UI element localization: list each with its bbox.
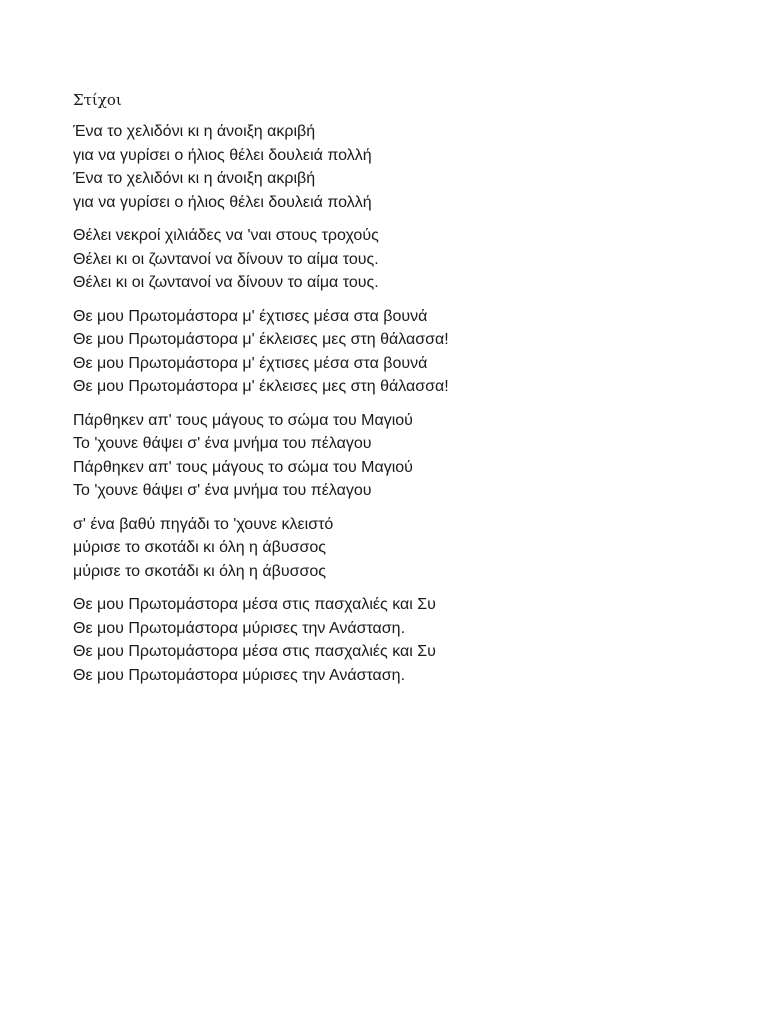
stanza [73,593,753,687]
lyric-line: Θε μου Πρωτομάστορα μ' έκλεισες μες στη θάλασσα! [73,331,449,348]
lyric-line: Πάρθηκεν απ' τους μάγους το σώμα του Μαγιού [73,458,413,476]
lyrics-heading: Στίχοι [73,91,122,109]
lyric-line: Θέλει κι οι ζωντανοί να δίνουν το αίμα τους. [73,274,379,291]
lyric-line: για να γυρίσει ο ήλιος θέλει δουλειά πολλή [73,193,372,211]
lyric-line: Το 'χουνε θάψει σ' ένα μνήμα του πέλαγου [73,482,372,499]
lyric-line: μύρισε το σκοτάδι κι όλη η άβυσσος [73,562,326,580]
stanza [73,513,753,584]
lyric-line: Θε μου Πρωτομάστορα μύρισες την Ανάσταση. [73,619,406,637]
lyric-line: Ένα το χελιδόνι κι η άνοιξη ακριβή [73,170,316,187]
lyric-line: Θε μου Πρωτομάστορα μέσα στις πασχαλιές και Συ [73,596,436,613]
stanza [73,409,753,503]
stanza [73,120,753,214]
lyric-line: Θε μου Πρωτομάστορα μ' έχτισες μέσα στα βουνά [73,307,428,325]
lyric-line: Θε μου Πρωτομάστορα μέσα στις πασχαλιές και Συ [73,643,436,660]
lyrics-body [73,120,753,697]
lyric-line: Θε μου Πρωτομάστορα μ' έκλεισες μες στη θάλασσα! [73,378,449,395]
lyric-line: Πάρθηκεν απ' τους μάγους το σώμα του Μαγιού [73,411,413,429]
lyric-line: μύρισε το σκοτάδι κι όλη η άβυσσος [73,539,326,556]
stanza [73,305,753,399]
stanza [73,224,753,295]
lyric-line: Θε μου Πρωτομάστορα μύρισες την Ανάσταση. [73,666,406,684]
lyric-line: Το 'χουνε θάψει σ' ένα μνήμα του πέλαγου [73,435,372,452]
lyric-line: Ένα το χελιδόνι κι η άνοιξη ακριβή [73,123,316,140]
lyric-line: Θέλει νεκροί χιλιάδες να 'ναι στους τροχούς [73,227,379,244]
lyric-line: για να γυρίσει ο ήλιος θέλει δουλειά πολλή [73,146,372,164]
lyric-line: Θε μου Πρωτομάστορα μ' έχτισες μέσα στα βουνά [73,354,428,372]
lyric-line: σ' ένα βαθύ πηγάδι το 'χουνε κλειστό [73,515,334,533]
lyric-line: Θέλει κι οι ζωντανοί να δίνουν το αίμα τους. [73,250,379,268]
